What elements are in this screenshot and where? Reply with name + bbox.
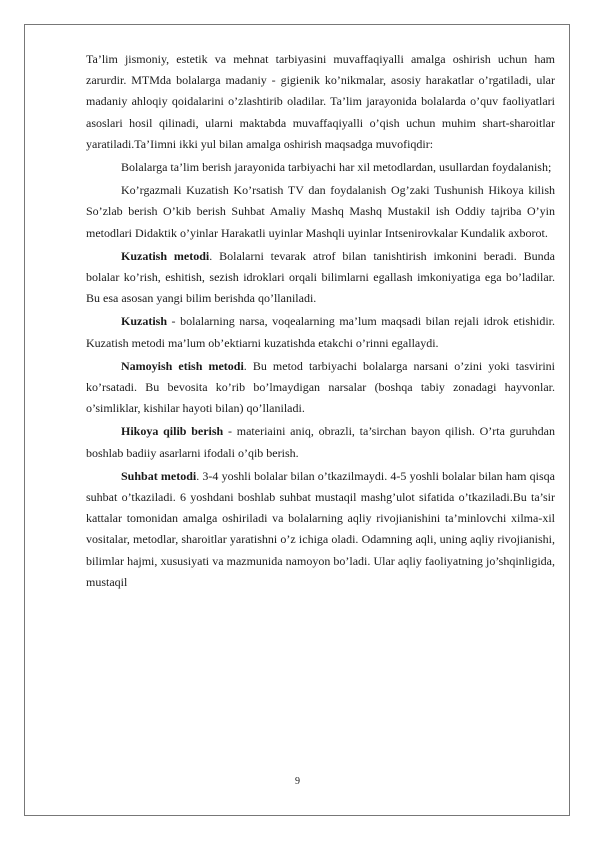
paragraph-observation — [86, 311, 555, 353]
paragraph-method-list — [86, 180, 555, 244]
paragraph-storytelling — [86, 421, 555, 463]
paragraph-demonstration-method — [86, 356, 555, 420]
paragraph-term: Namoyish etish metodi — [121, 358, 244, 373]
paragraph-methods-intro — [86, 157, 555, 178]
paragraph-intro — [86, 49, 555, 155]
paragraph-term: Hikoya qilib berish — [121, 424, 224, 439]
paragraph-term: Kuzatish metodi — [121, 248, 210, 263]
paragraph-text: - bolalarning narsa, voqealarning ma’lum maqsadi bilan rejali idrok etishidir. Kuzatish metodi ma’lum ob’ektiarni kuzatishda etakchi o’rinni egallaydi. — [86, 314, 555, 350]
paragraph-term: Suhbat metodi — [121, 468, 197, 483]
paragraph-text: . 3-4 yoshli bolalar bilan o’tkazilmaydi. 4-5 yoshli bolalar bilan ham qisqa suhbat o’tkaziladi. 6 yoshdani boshlab suhbat mustaqil mashg’ulot sifatida o’tkaziladi.Bu ta’sir kattalar tomonidan amalga oshiriladi va bolalarning aqliy rivojianishini ta’minlovchi xilma-xil vositalar, metodlar, sharoitlar yaratishni o’z ichiga oladi. Odamning aqli, uning aqliy rivojianishi, bilimlar hajmi, xususiyati va mazmunida namoyon bo’ladi. Ular aqliy faoliyatning jo’shqinligida, mustaqil — [86, 468, 555, 589]
paragraph-text: . Bu metod tarbiyachi bolalarga narsani o’zini yoki tasvirini ko’rsatadi. Bu bevosita ko’rib bo’lmaydigan narsalar (boshqa tabiy zonadagi hayvonlar. o’simliklar, kishilar hayoti bilan) qo’llaniladi. — [86, 358, 555, 416]
paragraph-text: Bolalarga ta’lim berish jarayonida tarbiyachi har xil metodlardan, usullardan foydalanish; — [121, 160, 552, 175]
document-body — [86, 49, 555, 595]
page-number: 9 — [295, 776, 300, 787]
paragraph-text: . Bolalarni tevarak atrof bilan tanishtirish imkonini beradi. Bunda bolalar ko’rish, eshitish, sezish idroklari orqali bilimlarni egallash imkoniyatiga ega bo’ladilar. Bu esa asosan yangi bilim berishda qo’llaniladi. — [86, 248, 555, 306]
paragraph-observation-method — [86, 246, 555, 310]
paragraph-text: - materiaini aniq, obrazli, ta’sirchan bayon qilish. O’rta guruhdan boshlab badiiy asarlarni ifodali o’qib berish. — [86, 424, 556, 460]
paragraph-text: Ko’rgazmali Kuzatish Ko’rsatish TV dan foydalanish Og’zaki Tushunish Hikoya kilish So’zlab berish O’kib berish Suhbat Amaliy Mashq Mashq Mustakil ish Oddiy tajriba O’yin metodlari Didaktik o’yinlar Harakatli uyinlar Mashqli uyinlar Intsenirovkalar Kundalik axborot. — [86, 183, 555, 240]
paragraph-text: Ta’lim jismoniy, estetik va mehnat tarbiyasini muvaffaqiyalli amalga oshirish uchun ham zarurdir. MTMda bolalarga madaniy - gigienik ko’nikmalar, asosiy harakatlar o’rgatiladi, ular madaniy ahloqiy qoidalarini o’zlashtirib oladilar. Ta’lim jarayonida bolalarda o’quv faoliyatlari asoslari hosil qilinadi, ularni maktabda muvaffaqiyalli o’qish uchun muhim shart-sharoitlar yaratiladi.Ta’Iimni ikki yul bilan amalga oshirish maqsadga muvofiqdir: — [86, 52, 555, 151]
paragraph-term: Kuzatish — [121, 314, 168, 329]
paragraph-conversation-method — [86, 466, 555, 593]
